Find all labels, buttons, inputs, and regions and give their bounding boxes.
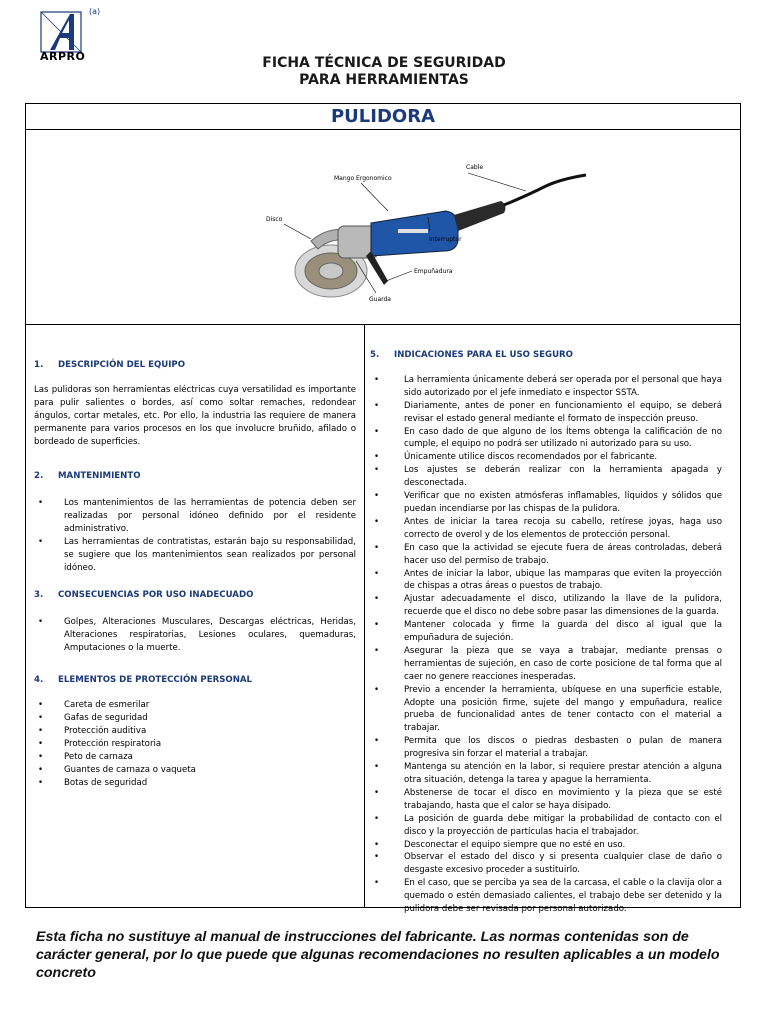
section-5-title: 5. INDICACIONES PARA EL USO SEGURO [370, 350, 573, 360]
column-divider [364, 325, 365, 907]
list-item: • Mantener colocada y firme la guarda del disco al igual que la empuñadura de sujeción. [370, 619, 722, 645]
label-cable: Cable [466, 164, 484, 171]
right-column [370, 325, 722, 916]
list-item: • Los mantenimientos de las herramientas de potencia deben ser realizadas por personal idóneo definido por el residente administrativo. [34, 497, 356, 536]
list-item: • Antes de iniciar la tarea recoja su cabello, retírese joyas, haga uso correcto de overol y de los elementos de protección personal. [370, 516, 722, 542]
list-item: • Únicamente utilice discos recomendados por el fabricante. [370, 451, 722, 464]
list-item: • Antes de iniciar la labor, ubique las mamparas que eviten la proyección de chispas a otras áreas o puestos de trabajo. [370, 568, 722, 594]
list-item: • Mantenga su atención en la labor, si requiere prestar atención a alguna otra situación, detenga la tarea y apague la herramienta. [370, 761, 722, 787]
list-item: • Careta de esmerilar [34, 699, 356, 712]
section-4-list [34, 699, 356, 789]
logo-text: ARPRO [40, 50, 86, 63]
label-disco: Disco [266, 216, 283, 223]
section-1-text: Las pulidoras son herramientas eléctricas cuya versatilidad es importante para pulir salientes o bordes, así como soltar remaches, redondear ángulos, cortar metales, etc. Por ello, la industria las requiere de manera permanente para varios procesos en los que involucre bruñido, afilado o bordeado de superficies. [34, 384, 356, 447]
section-3-list [34, 616, 356, 655]
section-2-title: 2. MANTENIMIENTO [34, 471, 141, 482]
data-sheet-frame [25, 103, 741, 915]
list-item: • En caso que la actividad se ejecute fuera de áreas controladas, deberá hacer uso del permiso de trabajo. [370, 542, 722, 568]
label-empunadura: Empuñadura [414, 268, 453, 275]
list-item: • Previo a encender la herramienta, ubíquese en una superficie estable, Adopte una posición firme, sujete del mango y empuñadura, realice prueba de funcionalidad antes de tener contacto con el material a trabajar. [370, 684, 722, 736]
doc-title-line1: FICHA TÉCNICA DE SEGURIDAD [262, 55, 506, 71]
list-item: • Las herramientas de contratistas, estarán bajo su responsabilidad, se sugiere que los mantenimientos sean realizados por personal idóneo. [34, 536, 356, 575]
label-interruptor: Interruptor [429, 236, 462, 243]
label-guarda: Guarda [369, 296, 391, 303]
section-2-list [34, 497, 356, 574]
list-item: • Diariamente, antes de poner en funcionamiento el equipo, se deberá revisar el estado general mediante el formato de inspección preuso. [370, 400, 722, 426]
list-item: • Los ajustes se deberán realizar con la herramienta apagada y desconectada. [370, 464, 722, 490]
list-item: • Guantes de carnaza o vaqueta [34, 764, 356, 777]
list-item: • Peto de carnaza [34, 751, 356, 764]
label-mango: Mango Ergonomico [334, 175, 392, 182]
list-item: • En el caso, que se perciba ya sea de la carcasa, el cable o la clavija olor a quemado o estén demasiado calientes, el trabajo debe ser detenido y la pulidora debe ser revisada por personal autorizado. [370, 877, 722, 916]
tool-title: PULIDORA [26, 104, 740, 130]
angle-grinder-illustration [26, 131, 740, 324]
list-item: • Verificar que no existen atmósferas inflamables, líquidos y sólidos que puedan incendiarse por las chispas de la pulidora. [370, 490, 722, 516]
section-3-title: 3. CONSECUENCIAS POR USO INADECUADO [34, 589, 254, 600]
list-item: • La herramienta únicamente deberá ser operada por el personal que haya sido autorizado por el jefe inmediato e inspector SSTA. [370, 374, 722, 400]
doc-title-line2: PARA HERRAMIENTAS [299, 72, 469, 88]
list-item: • La posición de guarda debe mitigar la probabilidad de contacto con el disco y la proyección de partículas hacia el trabajador. [370, 813, 722, 839]
list-item: • Protección auditiva [34, 725, 356, 738]
list-item: • Permita que los discos o piedras desbasten o pulan de manera progresiva sin forzar el material a trabajar. [370, 735, 722, 761]
footer-disclaimer: Esta ficha no sustituye al manual de instrucciones del fabricante. Las normas contenidas son de carácter general, por lo que puede que algunas recomendaciones no resulten aplicables a un modelo concreto [36, 929, 720, 981]
section-5-list [370, 374, 722, 916]
tool-image-area [26, 131, 740, 325]
left-column [34, 325, 356, 790]
list-item: • Golpes, Alteraciones Musculares, Descargas eléctricas, Heridas, Alteraciones respiratorias, Lesiones oculares, quemaduras, Amputaciones o la muerte. [34, 616, 356, 655]
list-item: • Abstenerse de tocar el disco en movimiento y la pieza que se esté trabajando, hasta que el calor se haya disipado. [370, 787, 722, 813]
list-item: • Protección respiratoria [34, 738, 356, 751]
section-1-title: 1. DESCRIPCIÓN DEL EQUIPO [34, 360, 186, 370]
list-item: • En caso dado de que alguno de los Ítems obtenga la calificación de no cumple, el equipo no podrá ser utilizado ni autorizado para su uso. [370, 426, 722, 452]
list-item: • Botas de seguridad [34, 777, 356, 790]
list-item: • Ajustar adecuadamente el disco, utilizando la llave de la pulidora, recuerde que el disco no debe sobre pasar las dimensiones de la guarda. [370, 593, 722, 619]
list-item: • Gafas de seguridad [34, 712, 356, 725]
list-item: • Desconectar el equipo siempre que no esté en uso. [370, 839, 722, 852]
list-item: • Asegurar la pieza que se vaya a trabajar, mediante prensas o herramientas de sujeción, en caso de corte posicione de tal forma que al caer no genere reacciones inesperadas. [370, 645, 722, 684]
svg-text:(a): (a) [89, 7, 101, 16]
list-item: • Observar el estado del disco y si presenta cualquier clase de daño o desgaste excesivo proceder a sustituirlo. [370, 851, 722, 877]
section-4-title: 4. ELEMENTOS DE PROTECCIÓN PERSONAL [34, 675, 253, 686]
